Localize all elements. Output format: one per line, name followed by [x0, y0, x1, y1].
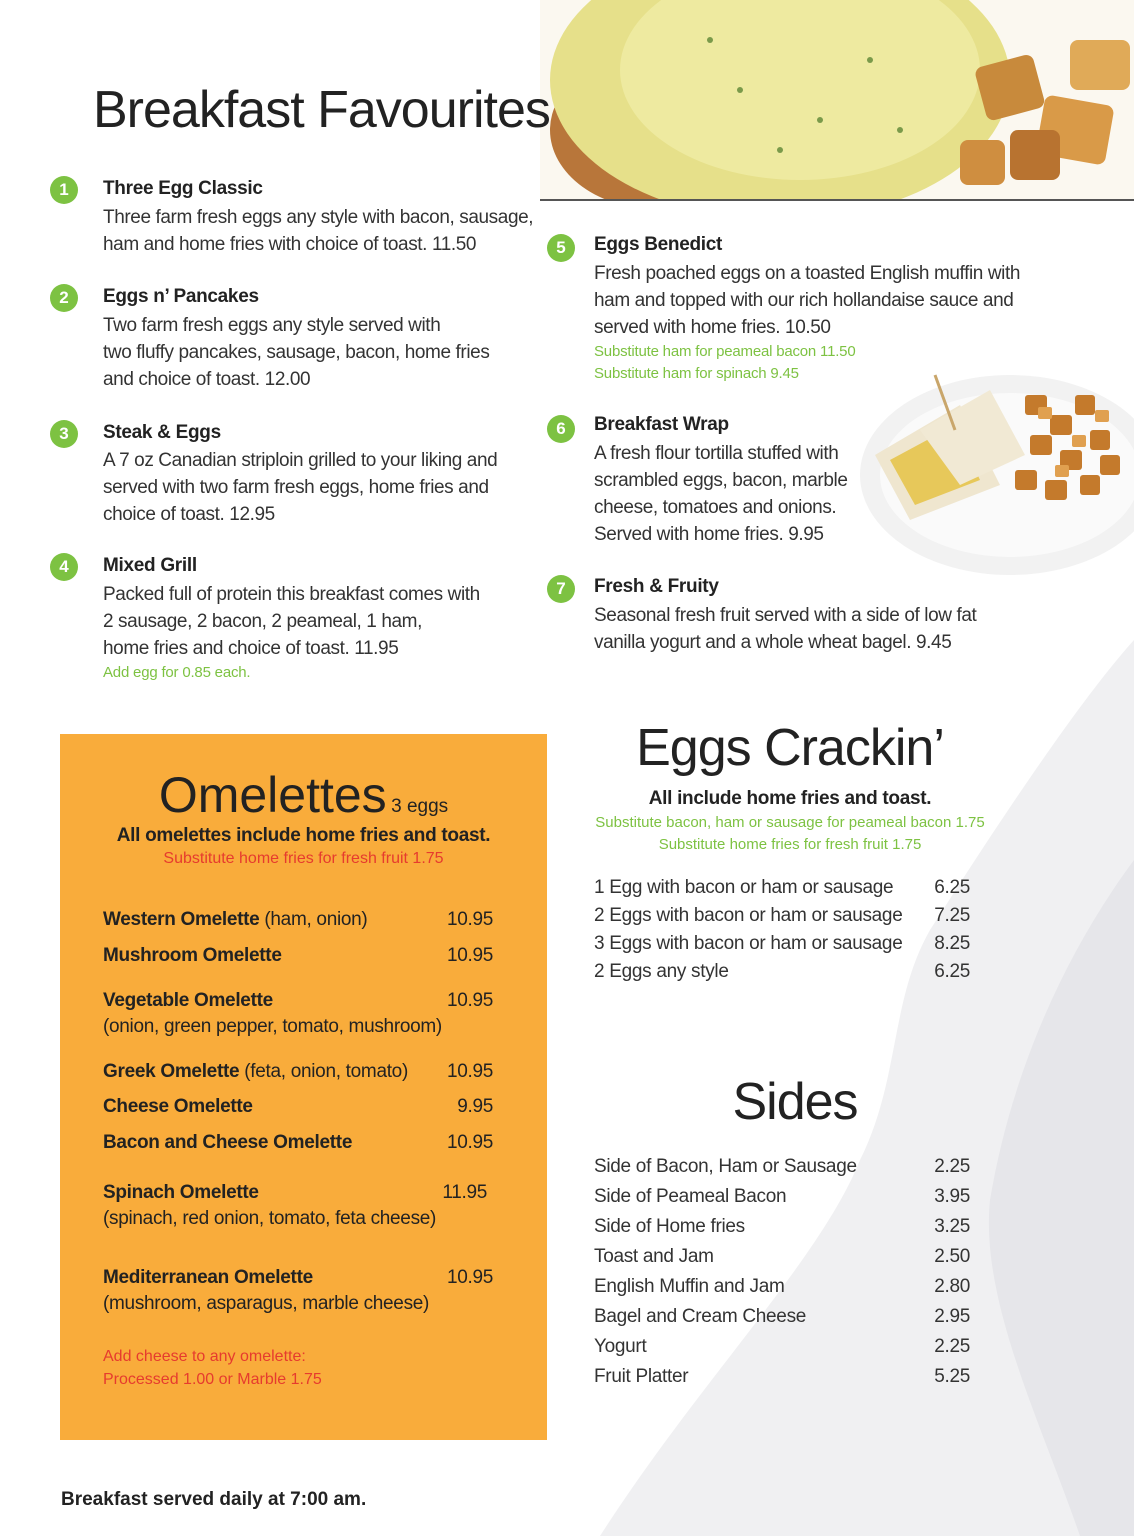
omelette-price: 10.95 — [446, 945, 493, 966]
eggs-row — [594, 933, 970, 955]
omelettes-heading — [60, 766, 547, 824]
omelette-name: Bacon and Cheese Omelette — [103, 1132, 353, 1153]
side-name: English Muffin and Jam — [594, 1276, 785, 1297]
side-name: Yogurt — [594, 1336, 647, 1357]
side-name: Side of Bacon, Ham or Sausage — [594, 1156, 857, 1177]
omelette-ingredients: (spinach, red onion, tomato, feta cheese) — [103, 1208, 437, 1229]
omelette-name: Western Omelette — [103, 909, 260, 930]
side-name: Side of Peameal Bacon — [594, 1186, 787, 1207]
omelette-row — [103, 1267, 493, 1315]
item-description: Seasonal fresh fruit served with a side of low fat vanilla yogurt and a whole wheat bagel. 9.45 — [594, 605, 977, 653]
omelette-row — [103, 1182, 493, 1230]
item-description: Three farm fresh eggs any style with bacon, sausage, ham and home fries with choice of toast. 11.50 — [103, 207, 534, 255]
side-price: 2.25 — [934, 1156, 970, 1177]
eggs-crackin-subtitle: All include home fries and toast. — [648, 788, 932, 809]
breakfast-title: Breakfast Favourites — [93, 81, 550, 139]
eggs-row-name: 2 Eggs with bacon or ham or sausage — [594, 905, 903, 926]
item-name: Steak & Eggs — [103, 422, 221, 443]
breakfast-wrap-photo — [850, 335, 1134, 580]
photo-divider — [540, 199, 1134, 201]
side-row — [594, 1366, 970, 1388]
item-note: Substitute ham for peameal bacon 11.50 Substitute ham for spinach 9.45 — [594, 343, 856, 382]
add-cheese-note: Add cheese to any omelette: Processed 1.00 or Marble 1.75 — [103, 1348, 322, 1388]
side-row — [594, 1276, 970, 1298]
side-name: Bagel and Cream Cheese — [594, 1306, 807, 1327]
omelette-price: 11.95 — [442, 1182, 487, 1203]
omelette-price: 10.95 — [446, 990, 493, 1011]
side-row — [594, 1306, 970, 1328]
item-note: Add egg for 0.85 each. — [103, 664, 251, 681]
sides-title: Sides — [732, 1073, 858, 1131]
side-row — [594, 1216, 970, 1238]
omelette-detail: (feta, onion, tomato) — [239, 1061, 408, 1082]
eggs-benedict-photo — [540, 0, 1134, 200]
omelette-ingredients: (mushroom, asparagus, marble cheese) — [103, 1293, 430, 1314]
eggs-row-price: 7.25 — [934, 905, 970, 926]
eggs-row-price: 6.25 — [934, 877, 970, 898]
eggs-row — [594, 961, 970, 983]
side-price: 3.25 — [934, 1216, 970, 1237]
omelette-price: 10.95 — [446, 1267, 493, 1288]
omelettes-title: Omelettes — [158, 767, 387, 823]
item-number-badge: 1 — [50, 176, 78, 204]
item-name: Fresh & Fruity — [594, 576, 719, 597]
eggs-row-name: 2 Eggs any style — [594, 961, 729, 982]
eggs-row-price: 8.25 — [934, 933, 970, 954]
item-number-badge: 7 — [547, 575, 575, 603]
eggs-row-name: 1 Egg with bacon or ham or sausage — [594, 877, 894, 898]
side-price: 2.50 — [934, 1246, 970, 1267]
item-name: Three Egg Classic — [103, 178, 263, 199]
eggs-row — [594, 905, 970, 927]
omelette-row — [103, 1061, 493, 1083]
omelette-price: 10.95 — [446, 1061, 493, 1082]
side-row — [594, 1246, 970, 1268]
item-description: Two farm fresh eggs any style served with two fluffy pancakes, sausage, bacon, home fries and choice of toast. 12.00 — [103, 315, 490, 390]
omelettes-substitute-note: Substitute home fries for fresh fruit 1.75 — [163, 850, 444, 867]
item-name: Breakfast Wrap — [594, 414, 729, 435]
item-name: Mixed Grill — [103, 555, 197, 576]
omelette-row — [103, 909, 493, 931]
side-price: 2.80 — [934, 1276, 970, 1297]
eggs-crackin-title: Eggs Crackin’ — [636, 719, 944, 777]
omelette-row — [103, 945, 493, 967]
omelette-detail: (ham, onion) — [259, 909, 368, 930]
omelette-name: Vegetable Omelette — [103, 990, 273, 1011]
side-row — [594, 1156, 970, 1178]
side-row — [594, 1186, 970, 1208]
side-price: 5.25 — [934, 1366, 970, 1387]
side-name: Side of Home fries — [594, 1216, 745, 1237]
omelette-name: Cheese Omelette — [103, 1096, 253, 1117]
item-description: A fresh flour tortilla stuffed with scrambled eggs, bacon, marble cheese, tomatoes and onions. Served with home fries. 9.95 — [594, 443, 848, 545]
omelette-ingredients: (onion, green pepper, tomato, mushroom) — [103, 1016, 442, 1037]
side-name: Toast and Jam — [594, 1246, 714, 1267]
item-description: A 7 oz Canadian striploin grilled to your liking and served with two farm fresh eggs, home fries and choice of toast. 12.95 — [103, 450, 498, 525]
omelette-row — [103, 1132, 493, 1154]
item-number-badge: 4 — [50, 553, 78, 581]
item-number-badge: 5 — [547, 234, 575, 262]
eggs-row — [594, 877, 970, 899]
eggs-crackin-note: Substitute home fries for fresh fruit 1.75 — [658, 836, 922, 853]
item-description: Fresh poached eggs on a toasted English muffin with ham and topped with our rich hollandaise sauce and served with home fries. 10.50 — [594, 263, 1021, 338]
eggs-row-price: 6.25 — [934, 961, 970, 982]
omelette-price: 10.95 — [446, 909, 493, 930]
omelette-name: Mushroom Omelette — [103, 945, 282, 966]
omelette-name: Greek Omelette — [103, 1061, 240, 1082]
omelettes-egg-count: 3 eggs — [391, 796, 449, 817]
omelette-price: 9.95 — [457, 1096, 493, 1117]
omelette-price: 10.95 — [446, 1132, 493, 1153]
eggs-crackin-note: Substitute bacon, ham or sausage for peameal bacon 1.75 — [595, 814, 985, 831]
item-number-badge: 2 — [50, 284, 78, 312]
item-name: Eggs n’ Pancakes — [103, 286, 259, 307]
omelette-row — [103, 1096, 493, 1118]
item-number-badge: 6 — [547, 415, 575, 443]
item-name: Eggs Benedict — [594, 234, 723, 255]
side-price: 3.95 — [934, 1186, 970, 1207]
side-name: Fruit Platter — [594, 1366, 689, 1387]
omelette-name: Mediterranean Omelette — [103, 1267, 313, 1288]
item-number-badge: 3 — [50, 420, 78, 448]
item-description: Packed full of protein this breakfast comes with 2 sausage, 2 bacon, 2 peameal, 1 ham, home fries and choice of toast. 11.95 — [103, 584, 480, 659]
omelette-row — [103, 990, 493, 1038]
side-row — [594, 1336, 970, 1358]
omelette-name: Spinach Omelette — [103, 1182, 259, 1203]
side-price: 2.25 — [934, 1336, 970, 1357]
eggs-row-name: 3 Eggs with bacon or ham or sausage — [594, 933, 903, 954]
breakfast-hours-footer: Breakfast served daily at 7:00 am. — [61, 1489, 367, 1510]
omelettes-subtitle: All omelettes include home fries and toast. — [116, 825, 491, 846]
side-price: 2.95 — [934, 1306, 970, 1327]
